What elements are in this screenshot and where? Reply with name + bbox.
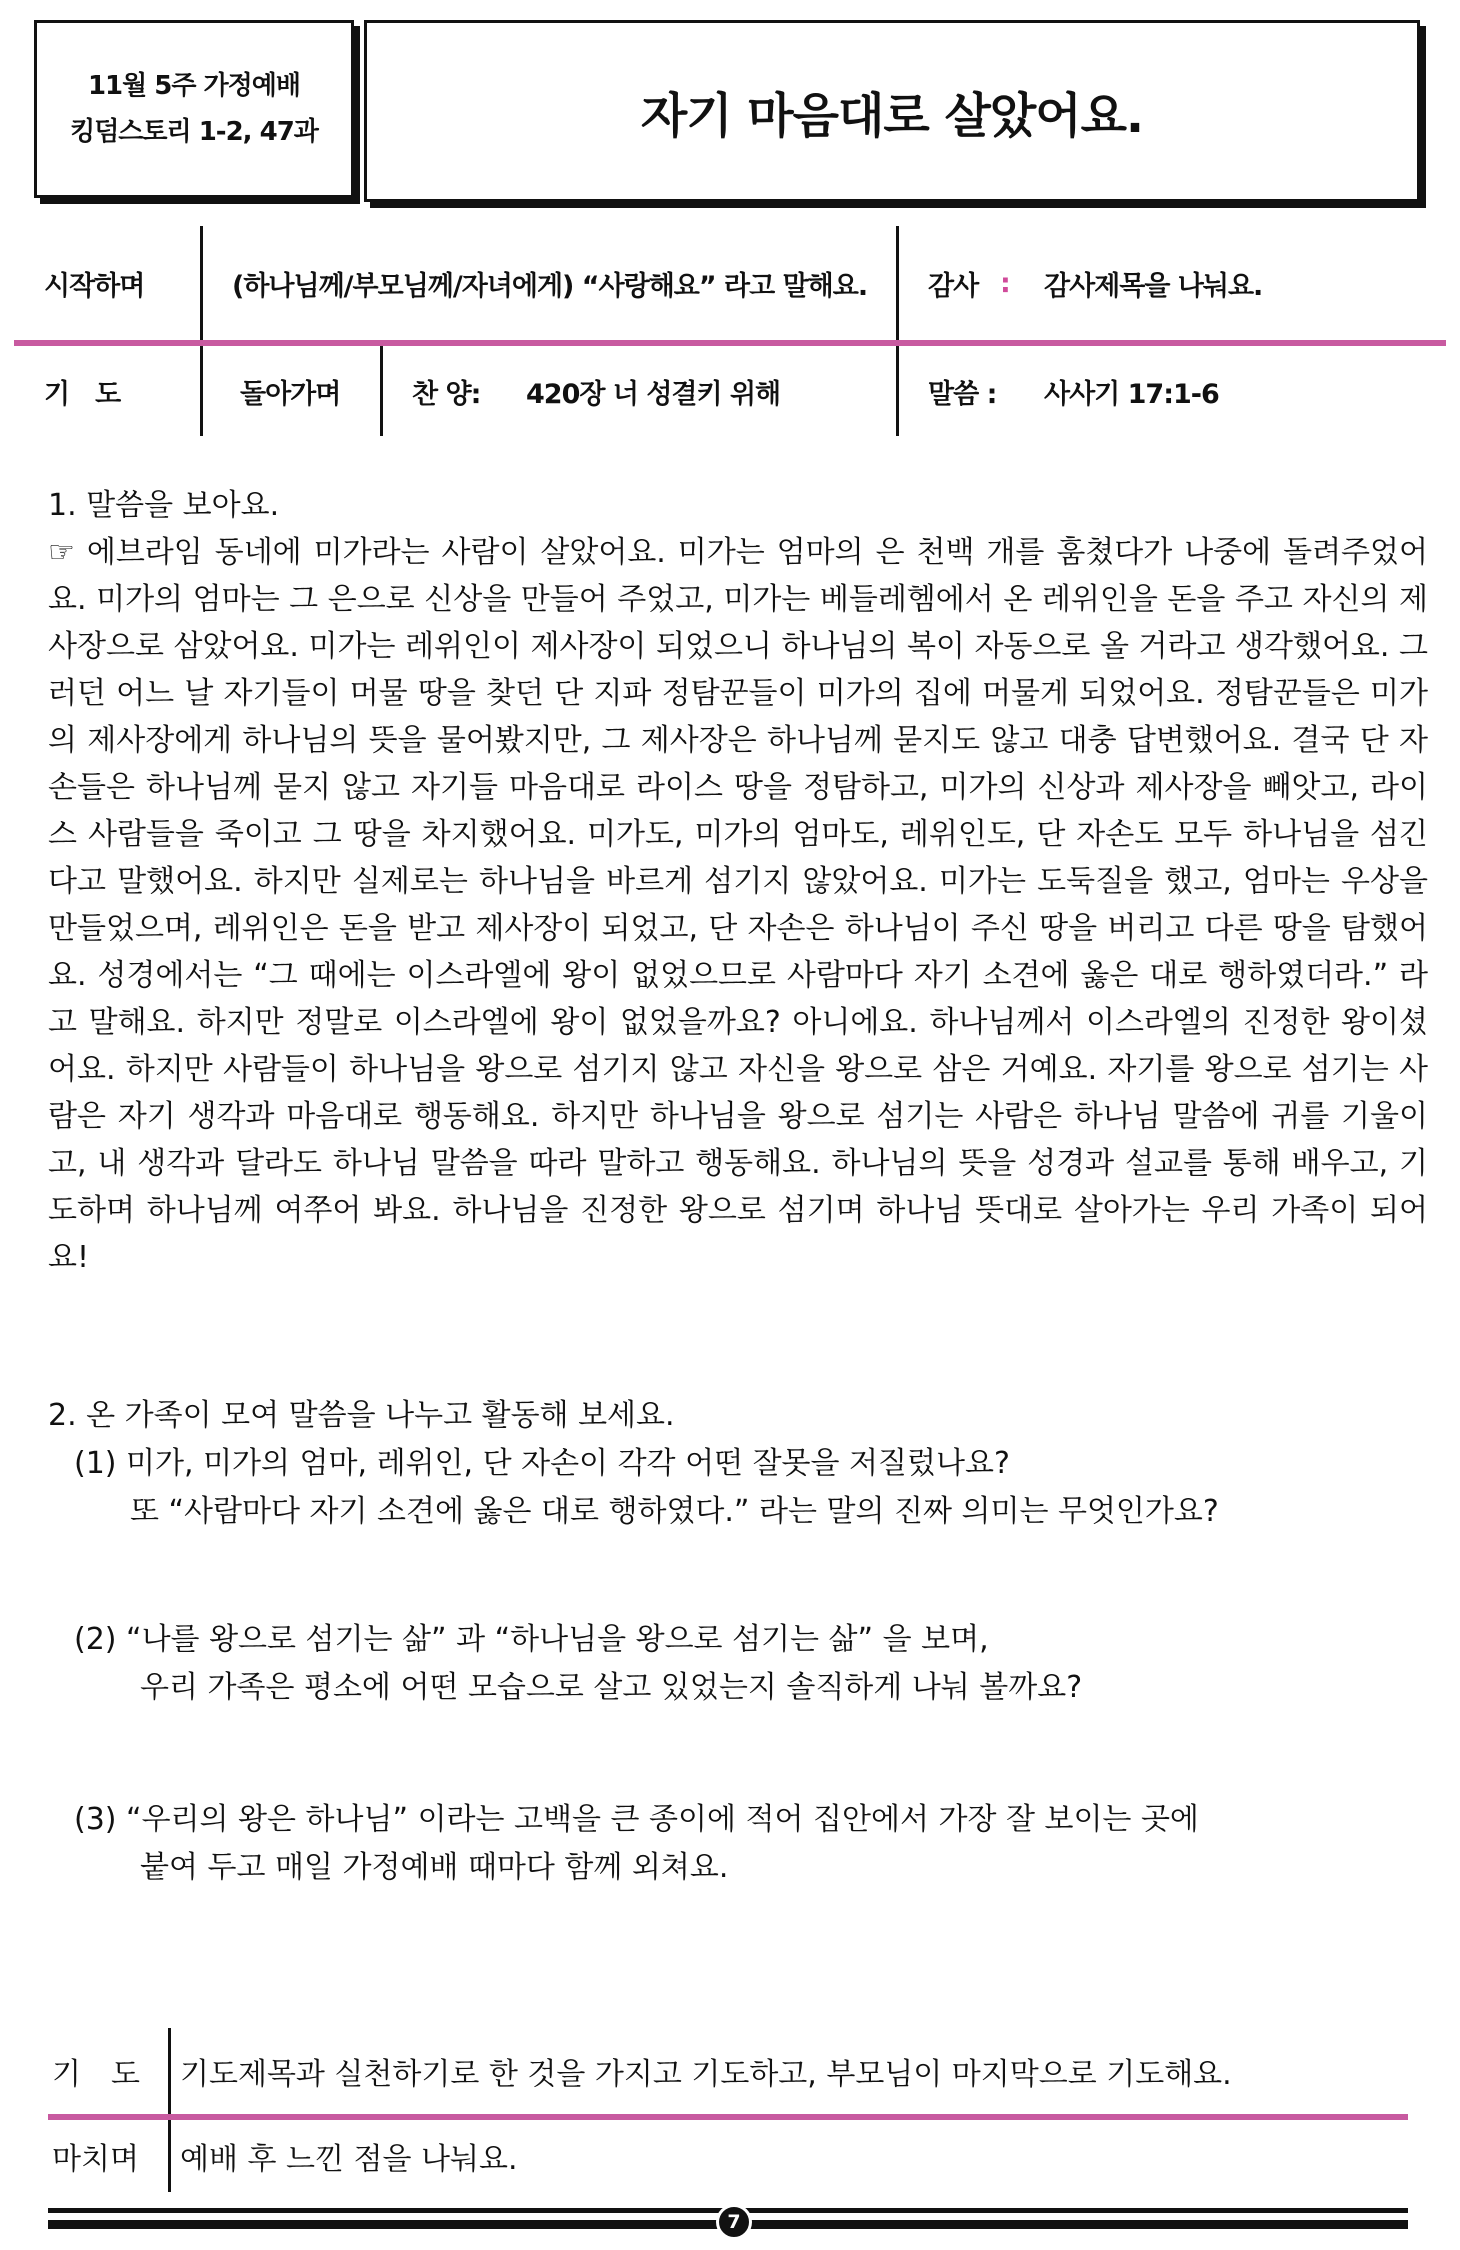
schedule-row-start [14, 226, 1446, 340]
page-number: 7 [716, 2204, 752, 2240]
prayer-label: 기 도 [44, 378, 121, 410]
question-3-line-2: 붙여 두고 매일 가정예배 때마다 함께 외쳐요. [140, 1850, 729, 1885]
footer-divider [168, 2120, 171, 2192]
hymn-text: 420장 너 성결키 위해 [526, 378, 781, 410]
schedule-divider [380, 346, 383, 436]
question-1-line-1: (1) 미가, 미가의 엄마, 레위인, 단 자손이 각각 어떤 잘못을 저질렀나요? [74, 1446, 1010, 1481]
section1-heading: 1. 말씀을 보아요. [48, 488, 280, 523]
prayer-text: 돌아가며 [240, 378, 341, 410]
thanks-label: 감사 [928, 270, 979, 302]
section2-heading: 2. 온 가족이 모여 말씀을 나누고 활동해 보세요. [48, 1398, 675, 1433]
thanks-text: 감사제목을 나눠요. [1044, 270, 1263, 302]
title-box [364, 20, 1420, 202]
question-2-line-1: (2) “나를 왕으로 섬기는 삶” 과 “하나님을 왕으로 섬기는 삶” 을 보며, [74, 1622, 989, 1657]
schedule-row-prayer [14, 346, 1446, 436]
start-text: (하나님께/부모님께/자녀에게) “사랑해요” 라고 말해요. [232, 270, 868, 302]
lesson-info-box [34, 20, 354, 198]
word-label: 말씀 : [928, 378, 997, 410]
question-1-line-2: 또 “사람마다 자기 소견에 옳은 대로 행하였다.” 라는 말의 진짜 의미는 무엇인가요? [130, 1494, 1219, 1529]
footer-closing-text: 예배 후 느낀 점을 나눠요. [180, 2142, 518, 2177]
question-2-line-2: 우리 가족은 평소에 어떤 모습으로 살고 있었는지 솔직하게 나눠 볼까요? [140, 1670, 1083, 1705]
lesson-reference: 킹덤스토리 1-2, 47과 [70, 117, 318, 147]
footer-divider [168, 2028, 171, 2114]
word-text: 사사기 17:1-6 [1044, 378, 1219, 410]
schedule-divider [896, 346, 899, 436]
hymn-label: 찬 양: [412, 378, 481, 410]
footer-prayer-text: 기도제목과 실천하기로 한 것을 가지고 기도하고, 부모님이 마지막으로 기도해요. [180, 2057, 1232, 2092]
schedule-divider [896, 226, 899, 340]
section1-paragraph: ☞ 에브라임 동네에 미가라는 사람이 살았어요. 미가는 엄마의 은 천백 개를 훔쳤다가 나중에 돌려주었어요. 미가의 엄마는 그 은으로 신상을 만들어 주었고, 미가는 베들레헴에서 온 레위인을 돈을 주고 자신의 제사장으로 삼았어요. 미가는 레위인이 제사장이 되었으니 하나님의 복이 자동으로 올 거라고 생각했어요. 그러던 어느 날 자기들이 머물 땅을 찾던 단 지파 정탐꾼들이 미가의 집에 머물게 되었어요. 정탐꾼들은 미가의 제사장에게 하나님의 뜻을 물어봤지만, 그 제사장은 하나님께 묻지도 않고 대충 답변했어요. 결국 단 자손들은 하나님께 묻지 않고 자기들 마음대로 라이스 땅을 정탐하고, 미가의 신상과 제사장을 빼앗고, 라이스 사람들을 죽이고 그 땅을 차지했어요. 미가도, 미가의 엄마도, 레위인도, 단 자손도 모두 하나님을 섬긴다고 말했어요. 하지만 실제로는 하나님을 바르게 섬기지 않았어요. 미가는 도둑질을 했고, 엄마는 우상을 만들었으며, 레위인은 돈을 받고 제사장이 되었고, 단 자손은 하나님이 주신 땅을 버리고 다른 땅을 탐했어요. 성경에서는 “그 때에는 이스라엘에 왕이 없었으므로 사람마다 자기 소견에 옳은 대로 행하였더라.” 라고 말해요. 하지만 정말로 이스라엘에 왕이 없었을까요? 아니에요. 하나님께서 이스라엘의 진정한 왕이셨어요. 하지만 사람들이 하나님을 왕으로 섬기지 않고 자신을 왕으로 삼은 거예요. 자기를 왕으로 섬기는 사람은 자기 생각과 마음대로 행동해요. 하지만 하나님을 왕으로 섬기는 사람은 하나님 말씀에 귀를 기울이고, 내 생각과 달라도 하나님 말씀을 따라 말하고 행동해요. 하나님의 뜻을 성경과 설교를 통해 배우고, 기도하며 하나님께 여쭈어 봐요. 하나님을 진정한 왕으로 섬기며 하나님 뜻대로 살아가는 우리 가족이 되어요! [48, 535, 1428, 1275]
footer-row-prayer [52, 2028, 1412, 2114]
schedule-divider [200, 346, 203, 436]
schedule-divider [200, 226, 203, 340]
start-label: 시작하며 [44, 270, 145, 302]
lesson-date: 11월 5주 가정예배 [87, 71, 301, 101]
question-3-line-1: (3) “우리의 왕은 하나님” 이라는 고백을 큰 종이에 적어 집안에서 가장 잘 보이는 곳에 [74, 1802, 1199, 1837]
footer-prayer-label: 기 도 [52, 2057, 140, 2092]
footer-row-closing [52, 2120, 1412, 2192]
footer-closing-label: 마치며 [52, 2142, 139, 2177]
page-title: 자기 마음대로 살았어요. [640, 87, 1144, 144]
thanks-colon: : [1000, 267, 1010, 299]
